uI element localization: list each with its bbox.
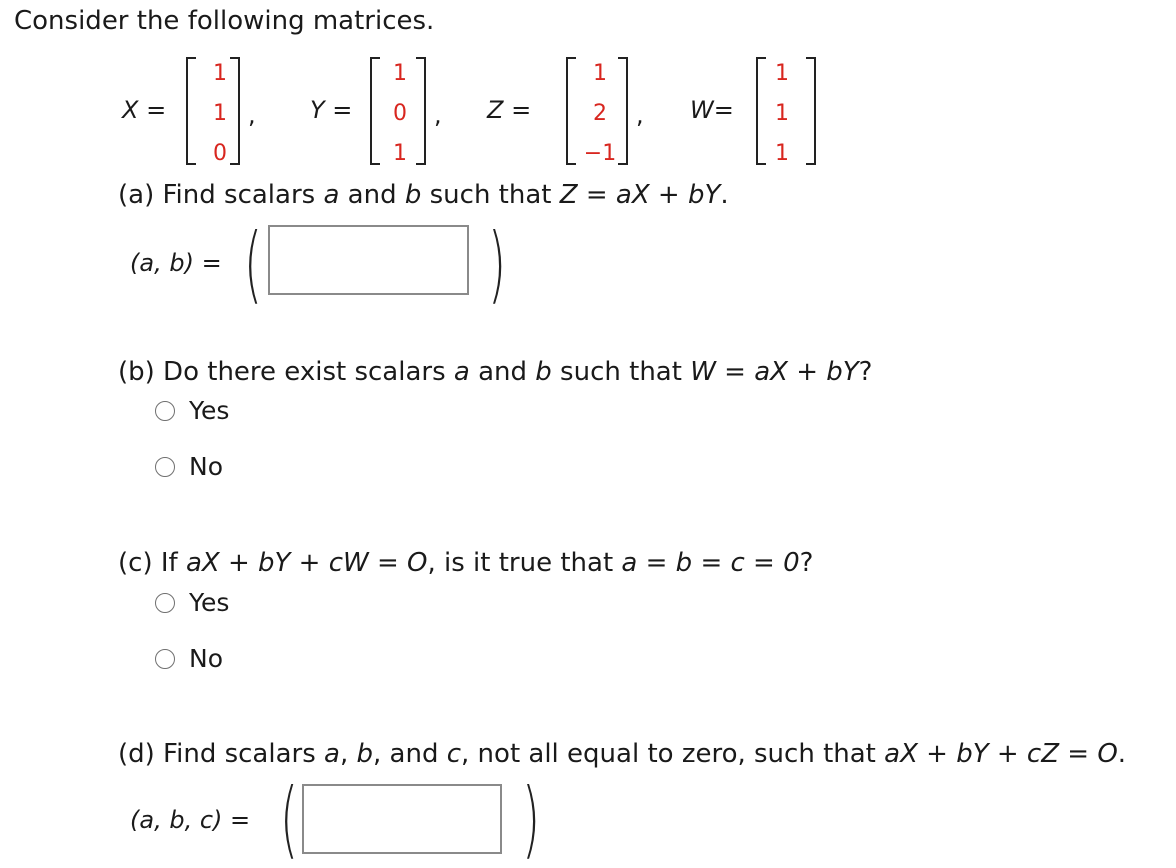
comma: , [434,101,442,129]
radio-button[interactable] [155,593,175,613]
answer-d-right-paren: ) [522,770,541,868]
matrix-x-entry-1: 1 [213,61,227,86]
matrix-y-right-bracket [416,57,426,165]
answer-d-input[interactable] [302,784,502,854]
matrix-y-entry-2: 0 [393,101,407,126]
radio-button[interactable] [155,457,175,477]
question-d-text: (d) Find scalars a, b, and c, not all equal to zero, such that aX + bY + cZ = O. [118,739,1127,769]
option-label: No [189,452,223,481]
option-label: Yes [189,396,230,425]
matrix-x-right-bracket [230,57,240,165]
matrix-x-label: X = [122,96,167,124]
matrix-z-entry-1: 1 [593,61,607,86]
option-label: No [189,644,223,673]
matrix-x-entry-3: 0 [213,141,227,166]
question-c-option-no[interactable] [155,646,223,671]
intro-text: Consider the following matrices. [14,6,435,36]
answer-a-left-paren: ( [244,215,263,313]
matrix-x-entry-2: 1 [213,101,227,126]
matrix-z-entry-2: 2 [593,101,607,126]
question-b-option-no[interactable] [155,454,223,479]
option-label: Yes [189,588,230,617]
matrix-w-entry-1: 1 [775,61,789,86]
question-c-option-yes[interactable] [155,590,229,615]
answer-a-right-paren: ) [488,215,507,313]
answer-d-label: (a, b, c) = [130,806,251,834]
matrix-z-entry-3: −1 [583,141,617,166]
matrix-z-left-bracket [566,57,576,165]
matrix-y-entry-1: 1 [393,61,407,86]
question-b-text: (b) Do there exist scalars a and b such that W = aX + bY? [118,357,873,387]
question-a-text: (a) Find scalars a and b such that Z = aX + bY. [118,180,729,210]
comma: , [636,101,644,129]
matrix-w-label: W= [690,96,734,124]
answer-a-label: (a, b) = [130,249,222,277]
question-c-text: (c) If aX + bY + cW = O, is it true that a = b = c = 0? [118,548,814,578]
matrix-z-right-bracket [618,57,628,165]
radio-button[interactable] [155,649,175,669]
matrix-w-right-bracket [806,57,816,165]
matrix-w-entry-3: 1 [775,141,789,166]
matrix-x-left-bracket [186,57,196,165]
matrix-w-entry-2: 1 [775,101,789,126]
matrix-y-label: Y = [310,96,353,124]
matrix-z-label: Z = [487,96,532,124]
matrix-y-entry-3: 1 [393,141,407,166]
comma: , [248,101,256,129]
radio-button[interactable] [155,401,175,421]
answer-a-input[interactable] [268,225,469,295]
question-b-option-yes[interactable] [155,398,229,423]
answer-d-left-paren: ( [280,770,299,868]
